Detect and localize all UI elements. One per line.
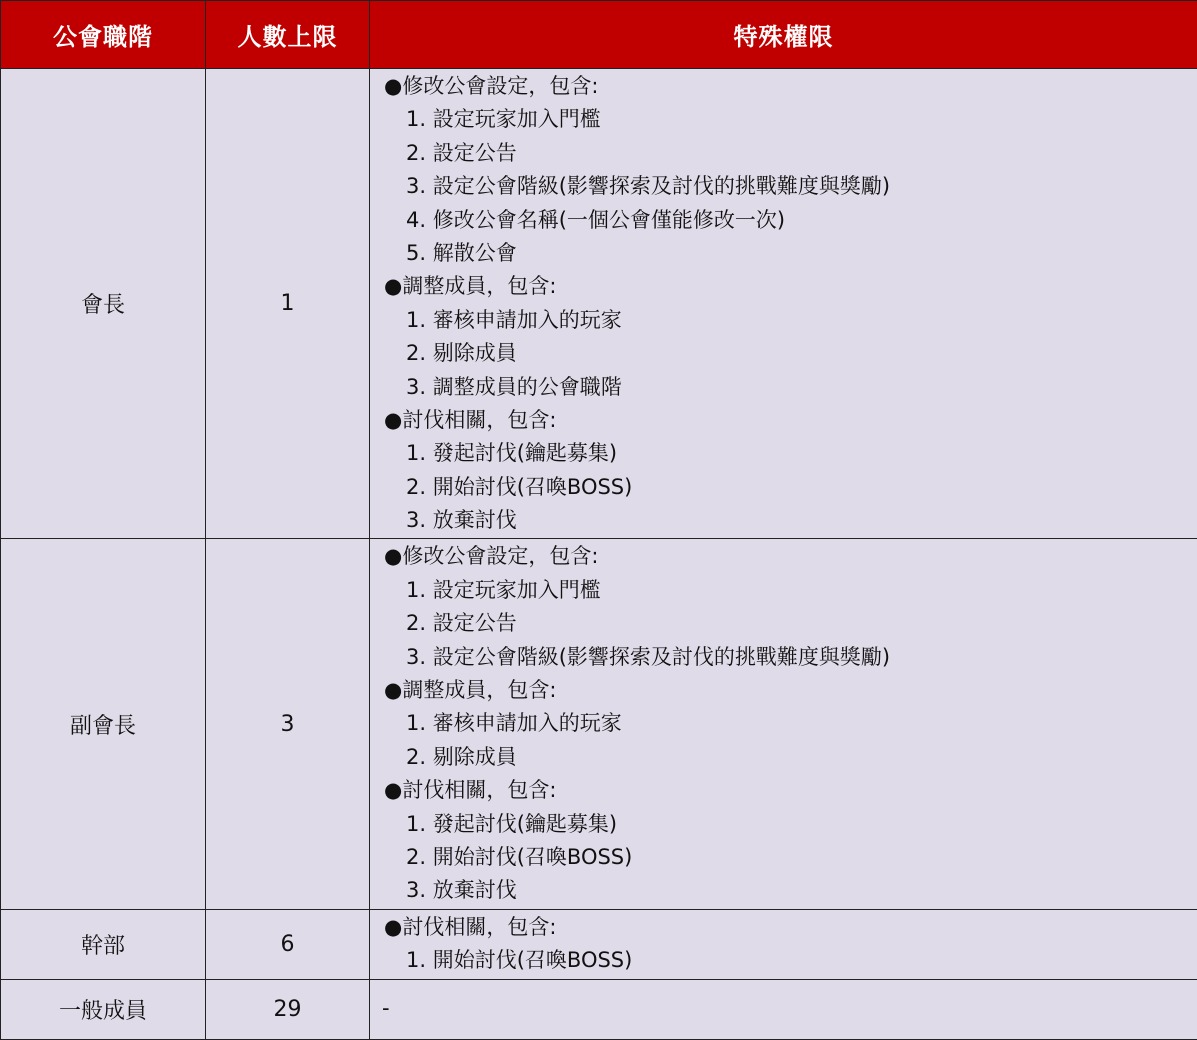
permission-item: 3. 設定公會階級(影響探索及討伐的挑戰難度與獎勵): [384, 641, 1197, 674]
permission-item: 1. 設定玩家加入門檻: [384, 103, 1197, 136]
rank-cell: 幹部: [1, 909, 206, 979]
limit-cell: 3: [206, 539, 370, 909]
table-row: [1, 909, 1197, 979]
permission-item: 2. 設定公告: [384, 607, 1197, 640]
permission-item: 3. 調整成員的公會職階: [384, 371, 1197, 404]
permission-item: 3. 設定公會階級(影響探索及討伐的挑戰難度與獎勵): [384, 170, 1197, 203]
header-limit: 人數上限: [206, 1, 370, 69]
permission-item: 1. 發起討伐(鑰匙募集): [384, 437, 1197, 470]
table-row: [1, 539, 1197, 909]
permission-item: 3. 放棄討伐: [384, 874, 1197, 907]
permission-item: 1. 開始討伐(召喚BOSS): [384, 944, 1197, 977]
header-permissions: 特殊權限: [370, 1, 1197, 69]
permission-item: 1. 審核申請加入的玩家: [384, 707, 1197, 740]
rank-cell: 會長: [1, 69, 206, 539]
permission-group-heading: ●修改公會設定，包含:: [384, 540, 1197, 573]
permission-group-heading: ●討伐相關，包含:: [384, 774, 1197, 807]
permission-item: 2. 開始討伐(召喚BOSS): [384, 841, 1197, 874]
permission-group-heading: ●調整成員，包含:: [384, 270, 1197, 303]
limit-cell: 29: [206, 979, 370, 1039]
permission-item: 5. 解散公會: [384, 237, 1197, 270]
permissions-cell: [370, 69, 1197, 539]
table-row: [1, 69, 1197, 539]
permission-group-heading: ●修改公會設定，包含:: [384, 70, 1197, 103]
permissions-cell: [370, 539, 1197, 909]
rank-cell: 一般成員: [1, 979, 206, 1039]
permission-item: 2. 剔除成員: [384, 337, 1197, 370]
no-permission-dash: -: [382, 992, 1197, 1025]
limit-cell: 1: [206, 69, 370, 539]
permissions-cell: [370, 909, 1197, 979]
limit-cell: 6: [206, 909, 370, 979]
permission-item: 1. 審核申請加入的玩家: [384, 304, 1197, 337]
table-row: [1, 979, 1197, 1039]
permission-item: 2. 開始討伐(召喚BOSS): [384, 471, 1197, 504]
header-rank: 公會職階: [1, 1, 206, 69]
permission-item: 2. 剔除成員: [384, 741, 1197, 774]
permission-item: 4. 修改公會名稱(一個公會僅能修改一次): [384, 204, 1197, 237]
permission-item: 1. 設定玩家加入門檻: [384, 574, 1197, 607]
permission-item: 2. 設定公告: [384, 137, 1197, 170]
table-header-row: [1, 1, 1197, 69]
rank-cell: 副會長: [1, 539, 206, 909]
permission-group-heading: ●討伐相關，包含:: [384, 911, 1197, 944]
permission-group-heading: ●調整成員，包含:: [384, 674, 1197, 707]
permission-group-heading: ●討伐相關，包含:: [384, 404, 1197, 437]
permission-item: 3. 放棄討伐: [384, 504, 1197, 537]
permissions-cell: [370, 979, 1197, 1039]
permission-item: 1. 發起討伐(鑰匙募集): [384, 808, 1197, 841]
